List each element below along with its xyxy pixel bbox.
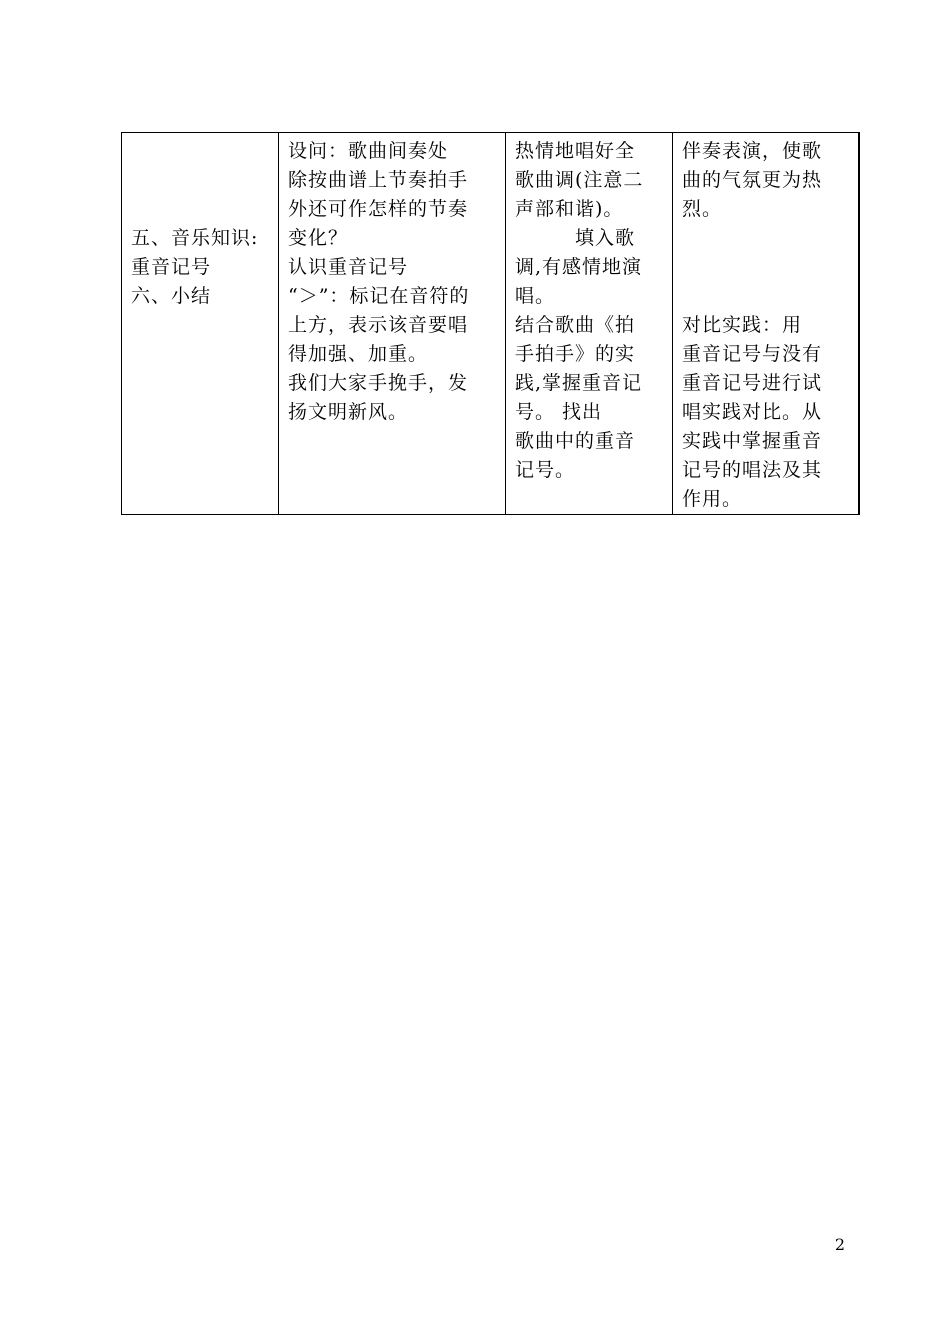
cell-line: 调,有感情地演 <box>515 256 643 278</box>
paragraph-mark <box>196 1088 216 1146</box>
cell-line: 记号的唱法及其 <box>682 459 823 481</box>
cell-line: 伴奏表演，使歌 <box>682 140 823 162</box>
table-cell-teacher-activity <box>279 133 506 515</box>
cell-line: 记号。 <box>515 459 576 481</box>
cell-line: 六、小结 <box>131 285 212 307</box>
page-number: 2 <box>834 1235 845 1254</box>
cell-line: 五、音乐知识: <box>131 227 259 249</box>
cell-line: 唱。 <box>515 285 556 307</box>
cell-line <box>682 282 852 311</box>
table-cell-design-intent <box>673 133 859 515</box>
cell-line: 实践中掌握重音 <box>682 430 823 452</box>
cell-line: 号。 找出 <box>515 401 603 423</box>
cell-line: 曲的气氛更为热 <box>682 169 823 191</box>
cell-line: 结合歌曲《拍 <box>515 314 636 336</box>
cell-line: 作用。 <box>682 488 743 510</box>
cell-line: 对比实践：用 <box>682 314 803 336</box>
paragraph-mark <box>196 742 216 800</box>
paragraph-mark <box>196 627 216 685</box>
cell-line: 变化？ <box>288 227 349 249</box>
cell-line: 重音记号 <box>131 256 212 278</box>
cell-line <box>682 253 852 282</box>
cell-line: 歌曲中的重音 <box>515 430 636 452</box>
cell-line: 手拍手》的实 <box>515 343 636 365</box>
paragraph-mark <box>196 512 216 570</box>
cell-line: 外还可作怎样的节奏 <box>288 198 469 220</box>
cell-line: “＞”：标记在音符的 <box>288 285 470 307</box>
cell-line: 重音记号进行试 <box>682 372 823 394</box>
cell-line: 热情地唱好全 <box>515 140 636 162</box>
cell-line: 唱实践对比。从 <box>682 401 823 423</box>
blank-paragraph-marks <box>196 512 216 1203</box>
paragraph-mark <box>196 800 216 858</box>
cell-line: 认识重音记号 <box>288 256 409 278</box>
lesson-plan-table <box>121 132 860 515</box>
table-row <box>122 133 859 515</box>
paragraph-mark <box>196 685 216 743</box>
cell-line <box>131 137 272 166</box>
cell-line: 我们大家手挽手，发 <box>288 372 469 394</box>
paragraph-mark <box>196 1146 216 1204</box>
cell-line: 重音记号与没有 <box>682 343 823 365</box>
cell-line: 设问：歌曲间奏处 <box>288 140 449 162</box>
cell-line: 填入歌 <box>575 227 636 249</box>
cell-line: 歌曲调(注意二 <box>515 169 644 191</box>
paragraph-mark <box>196 915 216 973</box>
cell-line <box>131 166 272 195</box>
table-cell-student-activity <box>506 133 673 515</box>
table-cell-section <box>122 133 279 515</box>
paragraph-mark <box>196 858 216 916</box>
cell-line: 上方，表示该音要唱 <box>288 314 469 336</box>
paragraph-mark <box>196 570 216 628</box>
paragraph-mark <box>196 1030 216 1088</box>
cell-line <box>515 485 666 514</box>
cell-line <box>131 195 272 224</box>
cell-line: 扬文明新风。 <box>288 401 409 423</box>
cell-line <box>682 224 852 253</box>
paragraph-mark <box>196 973 216 1031</box>
cell-line: 除按曲谱上节奏拍手 <box>288 169 469 191</box>
cell-line: 声部和谐)。 <box>515 198 624 220</box>
cell-line: 践,掌握重音记 <box>515 372 643 394</box>
cell-line: 烈。 <box>682 198 723 220</box>
cell-line: 得加强、加重。 <box>288 343 429 365</box>
